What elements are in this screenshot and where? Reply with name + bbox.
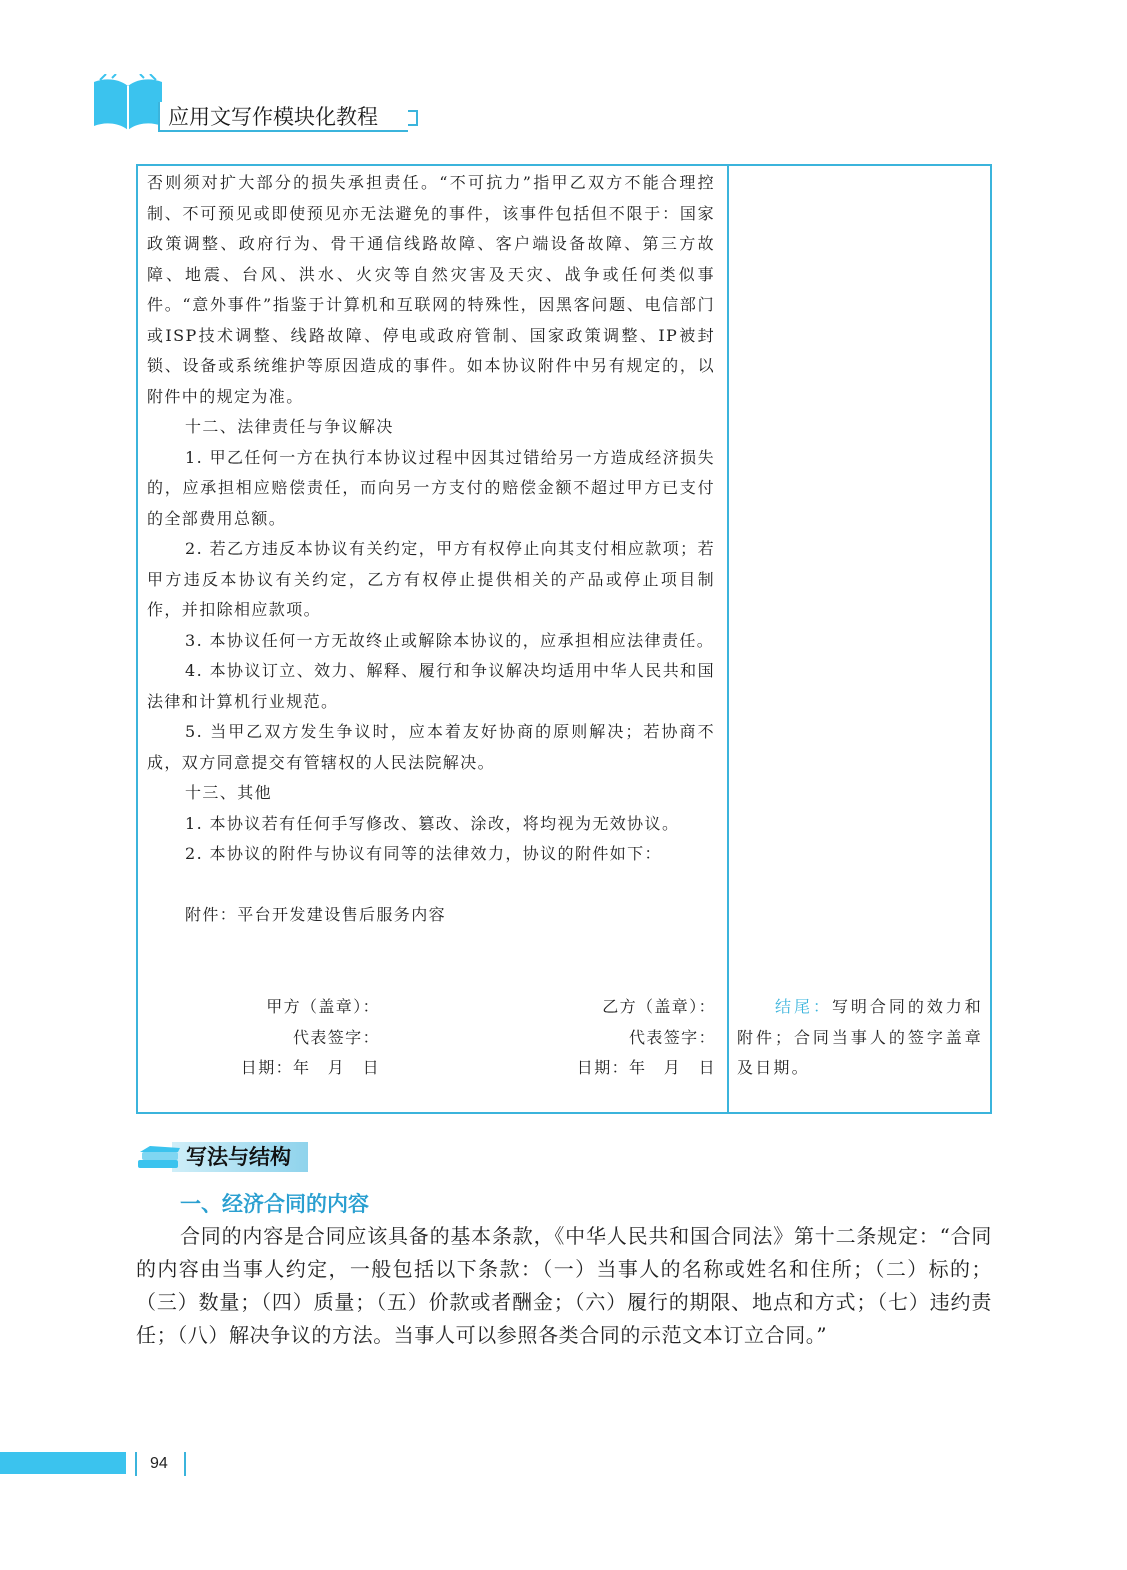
margin-note <box>737 992 983 1084</box>
contract-text <box>147 168 715 930</box>
footer-bar <box>0 1452 126 1474</box>
party-b-rep: 代表签字： <box>628 1027 716 1047</box>
books-icon <box>136 1144 184 1172</box>
clause-13-item: 1. 本协议若有任何手写修改、篡改、涂改，将均视为无效协议。 <box>185 813 680 833</box>
body-text <box>136 1220 992 1352</box>
section-heading: 一、经济合同的内容 <box>180 1192 369 1216</box>
party-a-date: 日期：年 月 日 <box>240 1058 380 1077</box>
clause-12-item: 4. 本协议订立、效力、解释、履行和争议解决均适用中华人民共和国法律和计算机行业规范。 <box>147 661 715 711</box>
attachment-line: 附件：平台开发建设售后服务内容 <box>185 904 447 924</box>
paragraph-force-majeure: 否则须对扩大部分的损失承担责任。“不可抗力”指甲乙双方不能合理控制、不可预见或即使预见亦无法避免的事件，该事件包括但不限于：国家政策调整、政府行为、骨干通信线路故障、客户端设备故障、第三方故障、地震、台风、洪水、火灾等自然灾害及天灾、战争或任何类似事件。“意外事件”指鉴于计算机和互联网的特殊性，因黑客问题、电信部门或ISP技术调整、线路故障、停电或政府管制、国家政策调整、IP被封锁、设备或系统维护等原因造成的事件。如本协议附件中另有规定的，以附件中的规定为准。 <box>147 173 715 406</box>
page-header <box>92 74 412 138</box>
note-text: 写明合同的效力和附件；合同当事人的签字盖章及日期。 <box>737 997 983 1077</box>
party-a-rep: 代表签字： <box>292 1027 380 1047</box>
page-number: 94 <box>150 1455 168 1472</box>
clause-12-item: 3. 本协议任何一方无故终止或解除本协议的，应承担相应法律责任。 <box>185 630 715 650</box>
clause-12-item: 2. 若乙方违反本协议有关约定，甲方有权停止向其支付相应款项；若甲方违反本协议有关约定，乙方有权停止提供相关的产品或停止项目制作，并扣除相应款项。 <box>147 539 715 619</box>
book-title-text: 应用文写作模块化教程 <box>168 105 378 129</box>
book-title <box>158 102 408 132</box>
clause-12-heading: 十二、法律责任与争议解决 <box>185 417 394 436</box>
footer-rule-right <box>184 1452 186 1476</box>
clause-12-item: 1. 甲乙任何一方在执行本协议过程中因其过错给另一方造成经济损失的，应承担相应赔偿责任，而向另一方支付的赔偿金额不超过甲方已支付的全部费用总额。 <box>147 447 715 528</box>
column-divider <box>727 166 729 1112</box>
clause-12-item: 5. 当甲乙双方发生争议时，应本着友好协商的原则解决；若协商不成，双方同意提交有管辖权的人民法院解决。 <box>147 722 715 772</box>
party-b-signature <box>530 992 716 1084</box>
section-badge <box>136 1140 308 1174</box>
body-paragraph: 合同的内容是合同应该具备的基本条款，《中华人民共和国合同法》第十二条规定：“合同的内容由当事人约定，一般包括以下条款：（一）当事人的名称或姓名和住所；（二）标的；（三）数量；（四）质量；（五）价款或者酬金；（六）履行的期限、地点和方式；（七）违约责任；（八）解决争议的方法。当事人可以参照各类合同的示范文本订立合同。” <box>136 1224 992 1347</box>
party-b-date: 日期：年 月 日 <box>576 1058 716 1077</box>
party-a-signature <box>200 992 380 1084</box>
open-book-icon <box>92 74 164 132</box>
section-badge-title: 写法与结构 <box>186 1145 291 1169</box>
footer-rule-left <box>135 1452 137 1476</box>
clause-13-item: 2. 本协议的附件与协议有同等的法律效力，协议的附件如下： <box>185 844 662 863</box>
party-b-seal: 乙方（盖章）： <box>602 997 716 1016</box>
title-bracket <box>408 110 418 126</box>
note-label: 结尾： <box>775 997 832 1016</box>
clause-13-heading: 十三、其他 <box>185 783 273 802</box>
party-a-seal: 甲方（盖章）： <box>266 997 380 1016</box>
